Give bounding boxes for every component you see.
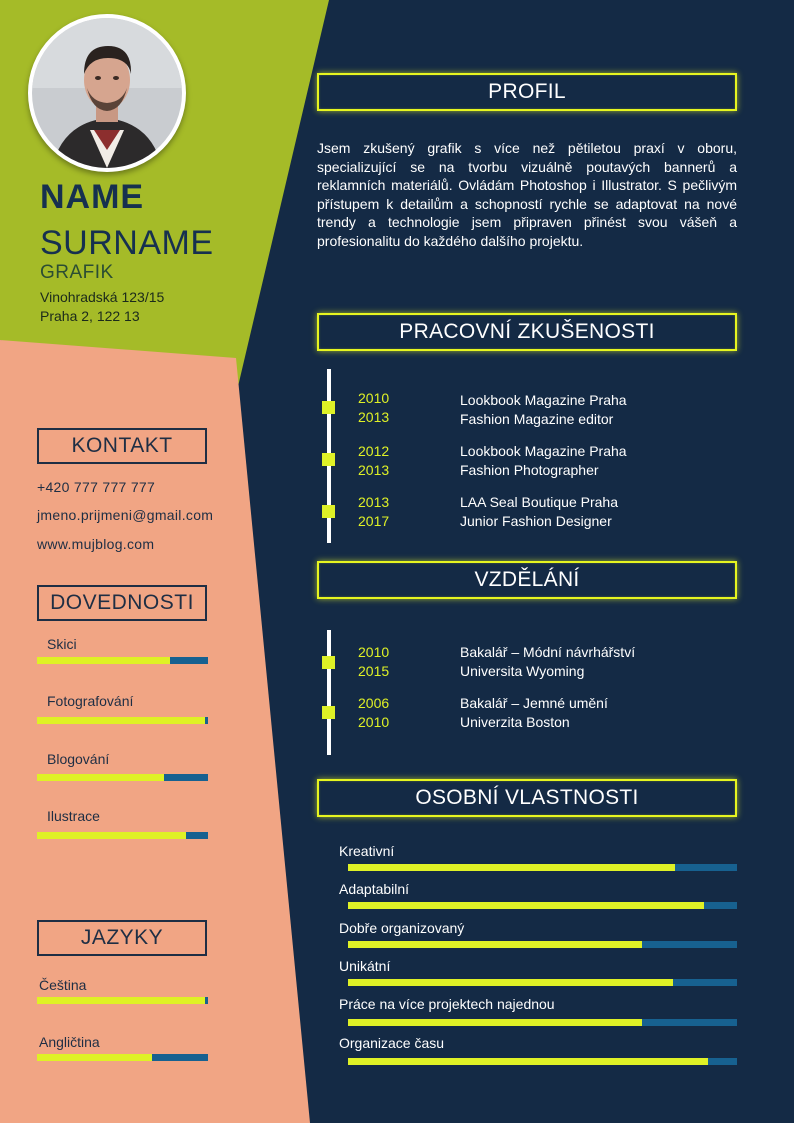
trait-label: Adaptabilní bbox=[339, 881, 410, 897]
skill-bar bbox=[37, 657, 208, 664]
languages-heading: JAZYKY bbox=[37, 920, 207, 956]
education-year-from: 2006 bbox=[358, 695, 390, 711]
education-timeline bbox=[327, 630, 331, 755]
bar-fill bbox=[348, 1019, 642, 1026]
profile-photo bbox=[28, 14, 186, 172]
surname: SURNAME bbox=[40, 224, 214, 262]
trait-bar bbox=[348, 902, 737, 909]
bar-fill bbox=[348, 1058, 708, 1065]
skill-bar bbox=[37, 774, 208, 781]
bar-fill bbox=[37, 774, 164, 781]
experience-year-to: 2013 bbox=[358, 409, 390, 425]
education-heading: VZDĚLÁNÍ bbox=[317, 561, 737, 599]
language-label: Angličtina bbox=[39, 1034, 100, 1050]
language-bar bbox=[37, 997, 208, 1004]
traits-heading: OSOBNÍ VLASTNOSTI bbox=[317, 779, 737, 817]
trait-label: Organizace času bbox=[339, 1035, 445, 1051]
bar-fill bbox=[37, 657, 170, 664]
contact-email[interactable]: jmeno.prijmeni@gmail.com bbox=[37, 507, 214, 523]
bar-fill bbox=[348, 941, 642, 948]
experience-position: Fashion Magazine editor bbox=[460, 411, 614, 427]
skill-bar bbox=[37, 717, 208, 724]
education-year-to: 2010 bbox=[358, 714, 390, 730]
trait-label: Dobře organizovaný bbox=[339, 920, 465, 936]
education-year-to: 2015 bbox=[358, 663, 390, 679]
bar-fill bbox=[37, 717, 205, 724]
contact-website[interactable]: www.mujblog.com bbox=[37, 536, 155, 552]
experience-year-from: 2012 bbox=[358, 443, 390, 459]
experience-year-from: 2013 bbox=[358, 494, 390, 510]
timeline-marker bbox=[322, 505, 335, 518]
skills-heading: DOVEDNOSTI bbox=[37, 585, 207, 621]
contact-phone: +420 777 777 777 bbox=[37, 479, 156, 495]
trait-label: Práce na více projektech najednou bbox=[339, 996, 555, 1012]
experience-position: Fashion Photographer bbox=[460, 462, 599, 478]
experience-year-from: 2010 bbox=[358, 390, 390, 406]
bar-fill bbox=[348, 979, 673, 986]
experience-position: Junior Fashion Designer bbox=[460, 513, 612, 529]
portrait-image bbox=[32, 18, 182, 168]
profile-heading: PROFIL bbox=[317, 73, 737, 111]
first-name: NAME bbox=[40, 178, 145, 216]
education-school: Universita Wyoming bbox=[460, 663, 585, 679]
skill-label: Fotografování bbox=[47, 693, 134, 709]
bar-fill bbox=[37, 1054, 152, 1061]
education-year-from: 2010 bbox=[358, 644, 390, 660]
address-street: Vinohradská 123/15 bbox=[40, 289, 165, 305]
experience-year-to: 2017 bbox=[358, 513, 390, 529]
education-degree: Bakalář – Módní návrhářství bbox=[460, 644, 636, 660]
experience-year-to: 2013 bbox=[358, 462, 390, 478]
trait-bar bbox=[348, 864, 737, 871]
education-degree: Bakalář – Jemné umění bbox=[460, 695, 608, 711]
timeline-marker bbox=[322, 706, 335, 719]
contact-heading: KONTAKT bbox=[37, 428, 207, 464]
bar-fill bbox=[37, 832, 186, 839]
education-school: Univerzita Boston bbox=[460, 714, 570, 730]
experience-heading: PRACOVNÍ ZKUŠENOSTI bbox=[317, 313, 737, 351]
trait-label: Unikátní bbox=[339, 958, 391, 974]
bar-fill bbox=[37, 997, 205, 1004]
job-title: GRAFIK bbox=[40, 262, 114, 283]
experience-employer: LAA Seal Boutique Praha bbox=[460, 494, 619, 510]
timeline-marker bbox=[322, 656, 335, 669]
timeline-marker bbox=[322, 453, 335, 466]
profile-text: Jsem zkušený grafik s více než pětiletou praxí v oboru, specializující se na tvorbu vizuálně poutavých bannerů a reklamních materiálů. Ovládám Photoshop i Illustrator. S pečlivým přístupem k detailům a schopností rychle se adaptovat na nové trendy a technologie jsem připraven přinést svou vášeň a profesionalitu do každého dalšího projektu. bbox=[317, 140, 737, 249]
skill-label: Ilustrace bbox=[47, 808, 100, 824]
address-city: Praha 2, 122 13 bbox=[40, 308, 140, 324]
trait-bar bbox=[348, 979, 737, 986]
skill-label: Skici bbox=[47, 636, 77, 652]
bar-fill bbox=[348, 864, 675, 871]
trait-bar bbox=[348, 941, 737, 948]
language-label: Čeština bbox=[39, 977, 87, 993]
timeline-marker bbox=[322, 401, 335, 414]
skill-bar bbox=[37, 832, 208, 839]
trait-bar bbox=[348, 1058, 737, 1065]
experience-employer: Lookbook Magazine Praha bbox=[460, 443, 627, 459]
trait-bar bbox=[348, 1019, 737, 1026]
language-bar bbox=[37, 1054, 208, 1061]
skill-label: Blogování bbox=[47, 751, 110, 767]
experience-employer: Lookbook Magazine Praha bbox=[460, 392, 627, 408]
trait-label: Kreativní bbox=[339, 843, 395, 859]
bar-fill bbox=[348, 902, 704, 909]
